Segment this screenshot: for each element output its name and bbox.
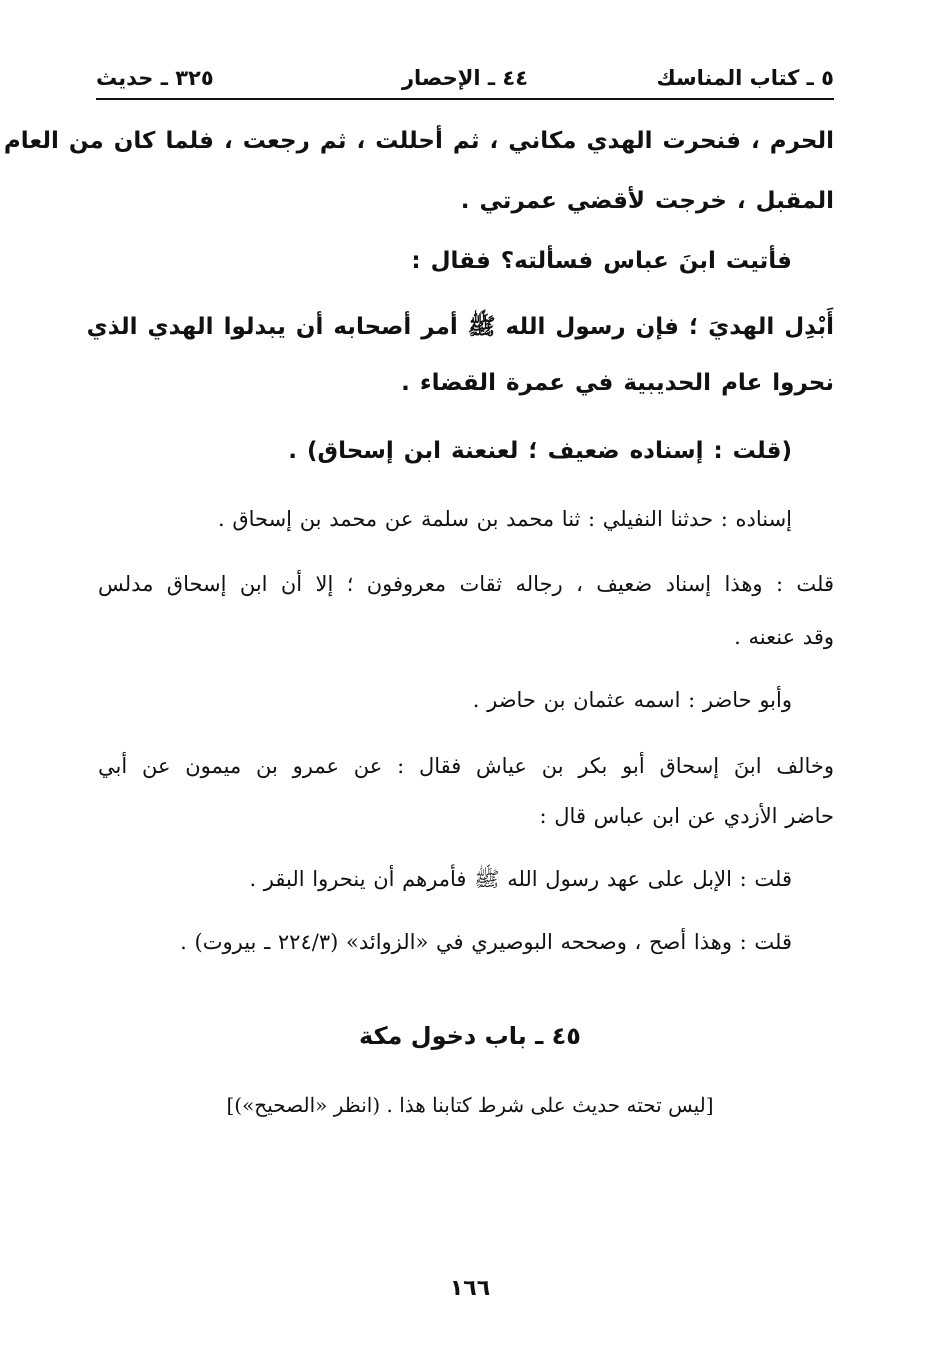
text-line: وقد عنعنه . bbox=[734, 625, 834, 649]
text-line: الحرم ، فنحرت الهدي مكاني ، ثم أحللت ، ثم رجعت ، فلما كان من العام bbox=[3, 128, 834, 154]
running-header bbox=[96, 62, 834, 100]
text-line: قلت : الإبل على عهد رسول الله ﷺ فأمرهم أن ينحروا البقر . bbox=[249, 867, 792, 891]
section-note: [ليس تحته حديث على شرط كتابنا هذا . (انظر «الصحيح»)] bbox=[226, 1093, 714, 1117]
section-title: ٤٥ ـ باب دخول مكة bbox=[359, 1022, 581, 1050]
page-number: ١٦٦ bbox=[449, 1276, 491, 1301]
header-hadith-number: ٣٢٥ ـ حديث bbox=[96, 66, 214, 90]
header-chapter-title: ٤٤ ـ الإحصار bbox=[401, 66, 529, 90]
text-line: وأبو حاضر : اسمه عثمان بن حاضر . bbox=[472, 688, 792, 712]
text-line: فأتيت ابنَ عباس فسألته؟ فقال : bbox=[411, 248, 792, 274]
editor-note: (قلت : إسناده ضعيف ؛ لعنعنة ابن إسحاق) . bbox=[288, 438, 792, 464]
text-line: أَبْدِل الهديَ ؛ فإن رسول الله ﷺ أمر أصحابه أن يبدلوا الهدي الذي bbox=[86, 314, 834, 340]
text-line: المقبل ، خرجت لأقضي عمرتي . bbox=[460, 188, 834, 214]
header-book-title: ٥ ـ كتاب المناسك bbox=[656, 66, 834, 90]
text-line: نحروا عام الحديبية في عمرة القضاء . bbox=[401, 370, 834, 396]
text-line: قلت : وهذا أصح ، وصححه البوصيري في «الزوائد» (٢٢٤/٣ ـ بيروت) . bbox=[180, 930, 792, 954]
text-line: حاضر الأزدي عن ابن عباس قال : bbox=[539, 804, 834, 828]
text-line: قلت : وهذا إسناد ضعيف ، رجاله ثقات معروفون ؛ إلا أن ابن إسحاق مدلس bbox=[98, 572, 834, 596]
text-line: وخالف ابنَ إسحاق أبو بكر بن عياش فقال : عن عمرو بن ميمون عن أبي bbox=[98, 754, 834, 778]
isnad-line: إسناده : حدثنا النفيلي : ثنا محمد بن سلمة عن محمد بن إسحاق . bbox=[217, 507, 792, 531]
